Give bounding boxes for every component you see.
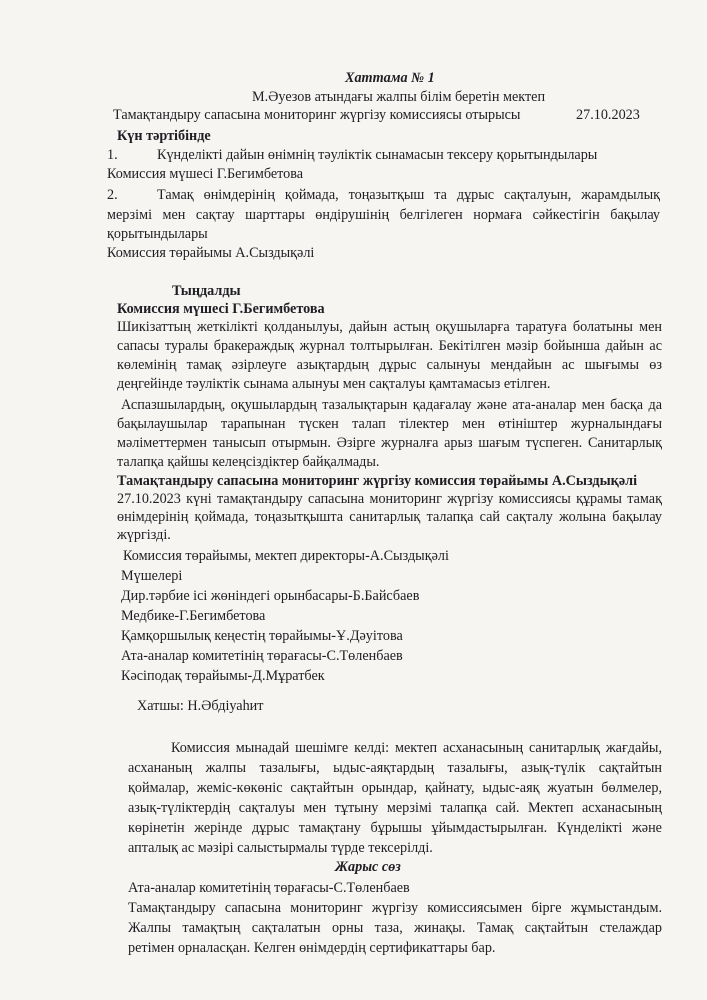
school-name: М.Әуезов атындағы жалпы білім беретін мектеп [252,89,546,105]
member-entry: Ата-аналар комитетінің төрағасы-С.Төленбаев [121,648,403,664]
heard-text-line: жүргізді. [117,527,171,543]
member-entry: Медбике-Г.Бегимбетова [121,608,266,624]
heard-text-line: деңгейінде тәуліктік сынама алынуы мен сақталуы қамтамасыз етілген. [117,376,551,392]
heard-text-line: талапқа қайшы келеңсіздіктер байқалмады. [117,454,380,470]
debate-text-line: ретімен орналасқан. Келген өнімдердің сертификаттары бар. [128,940,496,956]
heard-text-line: көлемінің тамақ әзірлеуге азықтардың дұрыс салынуы мендайын ас шығымы өз [117,357,662,373]
member-entry: Дир.тәрбие ісі жөніндегі орынбасары-Б.Байсбаев [121,588,420,604]
heard-speaker-2: Тамақтандыру сапасына мониторинг жүргізу комиссия төрайымы А.Сыздықәлі [117,473,638,489]
heard-text-line: Шикізаттың жеткілікті қолданылуы, дайын астың оқушыларға таратуға болатыны мен [117,319,662,335]
debate-text-line: Тамақтандыру сапасына мониторинг жүргізу комиссиясымен бірге жұмыстандым. [128,900,662,916]
decision-line: Комиссия мынадай шешімге келді: мектеп асханасының санитарлық жағдайы, [171,740,662,756]
debate-heading: Жарыс сөз [335,859,401,875]
heard-heading: Тыңдалды [172,283,241,299]
decision-line: көрінетін жерінде дұрыс тамақтану бұрышы ұйымдастырылған. Күнделікті және [128,820,662,836]
heard-text-line: бақылаушылар тарапынан түскен талап тілектер мен өтініштер журналындағы [117,416,662,432]
member-entry: Кәсіподақ төрайымы-Д.Мұратбек [121,668,325,684]
agenda-item-2-speaker: Комиссия төрайымы А.Сыздықәлі [107,245,315,261]
decision-line: азық-түліктердің сақталуы мен тұтыну мерзімі талапқа сай. Мектеп асханасының [128,800,662,816]
secretary: Хатшы: Н.Әбдіуаһит [137,698,264,714]
debate-speaker: Ата-аналар комитетінің төрағасы-С.Төленбаев [128,880,410,896]
agenda-item-1-speaker: Комиссия мүшесі Г.Бегимбетова [107,166,304,182]
agenda-item-1-number: 1. [107,147,118,163]
decision-line: қоймалар, жеміс-көкөніс сақтайтын орындар, қайнату, ыдыс-аяқ жуатын бөлмелер, [128,780,662,796]
agenda-heading: Күн тәртібінде [117,128,211,144]
commission-chair: Комиссия төрайымы, мектеп директоры-А.Сыздықәлі [123,548,449,564]
heard-text-line: сапасы туралы бракераждық журнал толтырылған. Бекітілген мәзір бойынша дайын ас [117,338,662,354]
agenda-item-2-line: мерзімі мен сақтау шарттары өндірушінің белгілеген нормаға сәйкестігін бақылау [107,207,660,223]
heard-speaker-1: Комиссия мүшесі Г.Бегимбетова [117,301,325,317]
meeting-name: Тамақтандыру сапасына мониторинг жүргізу комиссиясы отырысы [113,107,521,123]
decision-line: апталық ас мәзірі салыстырмалы түрде тексерілді. [128,840,433,856]
heard-text-line: Аспазшылардың, оқушылардың тазалықтарын қадағалау және ата-аналар мен басқа да [121,397,662,413]
agenda-item-2-number: 2. [107,187,118,203]
agenda-item-2-line: қорытындылары [107,226,208,242]
members-label: Мүшелері [121,568,183,584]
agenda-item-1-text: Күнделікті дайын өнімнің тәуліктік сынамасын тексеру қорытындылары [157,147,598,163]
agenda-item-2-line: Тамақ өнімдерінің қоймада, тоңазытқыш та дұрыс сақталуын, жарамдылық [157,187,660,203]
member-entry: Қамқоршылық кеңестің төрайымы-Ұ.Дәуітова [121,628,403,644]
heard-text-line: мәліметтермен танысып отырмын. Әзірге журналға арыз шағым түспеген. Санитарлық [117,435,662,451]
meeting-date: 27.10.2023 [576,107,640,123]
heard-text-line: өнімдерінің қоймада, тоңазытқышта санитарлық талапқа сай сақталу жолына бақылау [117,509,662,525]
protocol-title: Хаттама № 1 [345,70,435,86]
debate-text-line: Жалпы тамақтың сақталатын орны таза, жинақы. Тамақ сақтайтын стелаждар [128,920,662,936]
decision-line: асхананың жалпы тазалығы, ыдыс-аяқтардың тазалығы, азық-түлік сақтайтын [128,760,662,776]
heard-text-line: 27.10.2023 күні тамақтандыру сапасына мониторинг жүргізу комиссиясы құрамы тамақ [117,491,662,507]
